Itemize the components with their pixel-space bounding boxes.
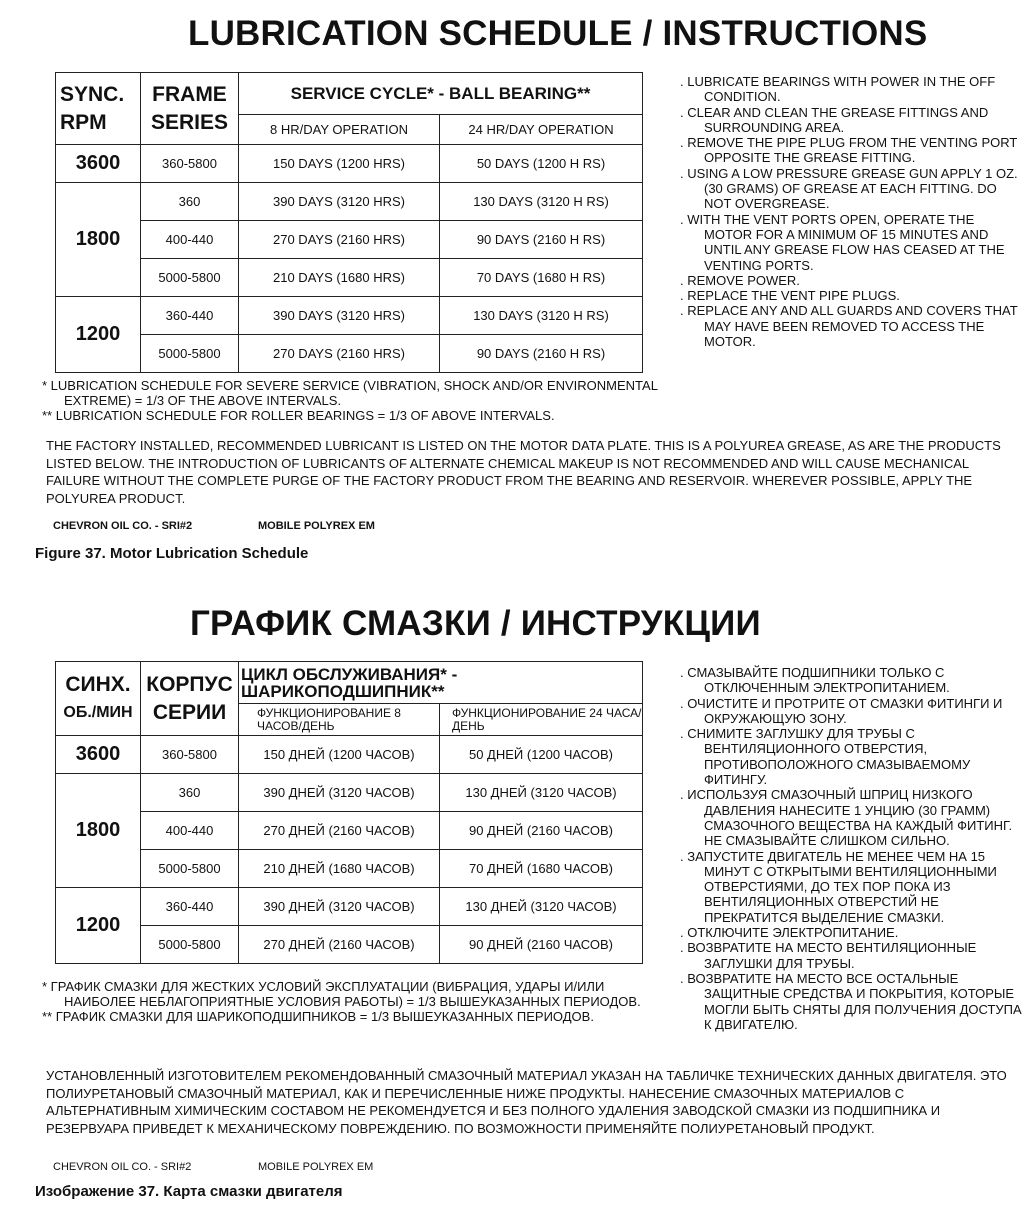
- table-row: [56, 888, 643, 926]
- instruction-item: . REMOVE THE PIPE PLUG FROM THE VENTING PORT OPPOSITE THE GREASE FITTING.: [680, 135, 1025, 166]
- op24-cell: 90 DAYS (2160 H RS): [440, 221, 643, 259]
- figure-caption: Figure 37. Motor Lubrication Schedule: [35, 545, 309, 562]
- op24-cell: 70 DAYS (1680 H RS): [440, 259, 643, 297]
- rpm-cell: 1200: [56, 297, 141, 373]
- op24-cell: 130 DAYS (3120 H RS): [440, 183, 643, 221]
- instruction-item: . ЗАПУСТИТЕ ДВИГАТЕЛЬ НЕ МЕНЕЕ ЧЕМ НА 15 МИНУТ С ОТКРЫТЫМИ ВЕНТИЛЯЦИОННЫМИ ОТВЕРСТИЯМИ, ДО ТЕХ ПОР ПОКА ИЗ ВЕНТИЛЯЦИОННЫХ ОТВЕРСТИЙ НЕ ПРЕКРАТИТСЯ ВЫДЕЛЕНИЕ СМАЗКИ.: [680, 849, 1025, 925]
- footnotes-ru: [42, 979, 662, 1024]
- op24-cell: 90 ДНЕЙ (2160 ЧАСОВ): [440, 926, 643, 964]
- frame-cell: 5000-5800: [141, 850, 239, 888]
- lubrication-table: [55, 72, 643, 373]
- product-chevron: CHEVRON OIL CO. - SRI#2: [53, 1161, 192, 1173]
- frame-cell: 5000-5800: [141, 259, 239, 297]
- table-row: [56, 774, 643, 812]
- series-label: SERIES: [150, 110, 229, 134]
- table-row: [56, 736, 643, 774]
- sync-label: SYNC.: [60, 82, 125, 106]
- op8-cell: 390 DAYS (3120 HRS): [239, 183, 440, 221]
- rpm-label: ОБ./МИН: [63, 703, 133, 721]
- op24-cell: 90 DAYS (2160 H RS): [440, 335, 643, 373]
- table-row: [56, 145, 643, 183]
- rpm-cell: 3600: [56, 145, 141, 183]
- op8-cell: 270 DAYS (2160 HRS): [239, 221, 440, 259]
- instruction-item: . ОТКЛЮЧИТЕ ЭЛЕКТРОПИТАНИЕ.: [680, 925, 1025, 940]
- sync-rpm-header: [56, 73, 141, 145]
- instruction-item: . СНИМИТЕ ЗАГЛУШКУ ДЛЯ ТРУБЫ С ВЕНТИЛЯЦИОННОГО ОТВЕРСТИЯ, ПРОТИВОПОЛОЖНОГО СМАЗЫВАЕМОМУ ФИТИНГУ.: [680, 726, 1025, 787]
- service-cycle-header: SERVICE CYCLE* - BALL BEARING**: [239, 73, 643, 115]
- instructions-list-ru: [680, 665, 1025, 1032]
- footnotes: [42, 378, 662, 423]
- frame-cell: 360-440: [141, 297, 239, 335]
- frame-cell: 360: [141, 183, 239, 221]
- op8-cell: 210 ДНЕЙ (1680 ЧАСОВ): [239, 850, 440, 888]
- product-chevron: CHEVRON OIL CO. - SRI#2: [53, 520, 193, 532]
- frame-cell: 360-5800: [141, 145, 239, 183]
- russian-section: [0, 590, 1030, 1217]
- series-label: СЕРИИ: [152, 700, 227, 724]
- frame-label: КОРПУС: [146, 672, 233, 696]
- op8-cell: 390 ДНЕЙ (3120 ЧАСОВ): [239, 888, 440, 926]
- rpm-cell: 1800: [56, 183, 141, 297]
- table-row: [56, 221, 643, 259]
- op24-cell: 130 DAYS (3120 H RS): [440, 297, 643, 335]
- frame-cell: 360-5800: [141, 736, 239, 774]
- op8-cell: 270 ДНЕЙ (2160 ЧАСОВ): [239, 812, 440, 850]
- instruction-item: . ВОЗВРАТИТЕ НА МЕСТО ВЕНТИЛЯЦИОННЫЕ ЗАГЛУШКИ ДЛЯ ТРУБЫ.: [680, 940, 1025, 971]
- frame-cell: 400-440: [141, 812, 239, 850]
- frame-label: FRAME: [152, 82, 227, 106]
- op24-cell: 50 DAYS (1200 H RS): [440, 145, 643, 183]
- instruction-item: . ВОЗВРАТИТЕ НА МЕСТО ВСЕ ОСТАЛЬНЫЕ ЗАЩИТНЫЕ СРЕДСТВА И ПОКРЫТИЯ, КОТОРЫЕ МОГЛИ БЫТЬ СНЯТЫ ДЛЯ ПОЛУЧЕНИЯ ДОСТУПА К ДВИГАТЕЛЮ.: [680, 971, 1025, 1032]
- instruction-item: . USING A LOW PRESSURE GREASE GUN APPLY 1 OZ. (30 GRAMS) OF GREASE AT EACH FITTING. DO NOT OVERGREASE.: [680, 166, 1025, 212]
- instruction-item: . ОЧИСТИТЕ И ПРОТРИТЕ ОТ СМАЗКИ ФИТИНГИ И ОКРУЖАЮЩУЮ ЗОНУ.: [680, 696, 1025, 727]
- op24-cell: 70 ДНЕЙ (1680 ЧАСОВ): [440, 850, 643, 888]
- rpm-cell: 1800: [56, 774, 141, 888]
- frame-cell: 360-440: [141, 888, 239, 926]
- table-row: [56, 926, 643, 964]
- footnote-roller: ** ГРАФИК СМАЗКИ ДЛЯ ШАРИКОПОДШИПНИКОВ = 1/3 ВЫШЕУКАЗАННЫХ ПЕРИОДОВ.: [42, 1009, 594, 1024]
- frame-cell: 5000-5800: [141, 335, 239, 373]
- page-title: LUBRICATION SCHEDULE / INSTRUCTIONS: [188, 14, 928, 53]
- page-title-ru: ГРАФИК СМАЗКИ / ИНСТРУКЦИИ: [190, 604, 761, 643]
- frame-series-header: [141, 73, 239, 145]
- footnote-severe: * LUBRICATION SCHEDULE FOR SEVERE SERVICE (VIBRATION, SHOCK AND/OR ENVIRONMENTAL EXTREME) = 1/3 OF THE ABOVE INTERVALS.: [42, 378, 658, 408]
- op8-cell: 270 ДНЕЙ (2160 ЧАСОВ): [239, 926, 440, 964]
- op8-cell: 210 DAYS (1680 HRS): [239, 259, 440, 297]
- instruction-item: . REMOVE POWER.: [680, 273, 1025, 288]
- instruction-item: . ИСПОЛЬЗУЯ СМАЗОЧНЫЙ ШПРИЦ НИЗКОГО ДАВЛЕНИЯ НАНЕСИТЕ 1 УНЦИЮ (30 ГРАММ) СМАЗОЧНОГО ВЕЩЕСТВА НА КАЖДЫЙ ФИТИНГ. НЕ СМАЗЫВАЙТЕ СЛИШКОМ СИЛЬНО.: [680, 787, 1025, 848]
- instruction-item: . REPLACE THE VENT PIPE PLUGS.: [680, 288, 1025, 303]
- frame-cell: 400-440: [141, 221, 239, 259]
- instruction-item: . LUBRICATE BEARINGS WITH POWER IN THE OFF CONDITION.: [680, 74, 1025, 105]
- rpm-label: RPM: [60, 110, 107, 134]
- frame-cell: 360: [141, 774, 239, 812]
- op8-cell: 390 DAYS (3120 HRS): [239, 297, 440, 335]
- table-header-row: [56, 73, 643, 115]
- table-row: [56, 183, 643, 221]
- op24-cell: 130 ДНЕЙ (3120 ЧАСОВ): [440, 888, 643, 926]
- op24-cell: 130 ДНЕЙ (3120 ЧАСОВ): [440, 774, 643, 812]
- instruction-item: . WITH THE VENT PORTS OPEN, OPERATE THE MOTOR FOR A MINIMUM OF 15 MINUTES AND UNTIL ANY GREASE FLOW HAS CEASED AT THE VENTING PORTS.: [680, 212, 1025, 273]
- english-section: [0, 0, 1030, 580]
- frame-series-header: [141, 662, 239, 736]
- table-row: [56, 812, 643, 850]
- table-row: [56, 297, 643, 335]
- rpm-cell: 3600: [56, 736, 141, 774]
- lubricant-paragraph: THE FACTORY INSTALLED, RECOMMENDED LUBRICANT IS LISTED ON THE MOTOR DATA PLATE. THIS IS A POLYUREA GREASE, AS ARE THE PRODUCTS LISTED BELOW. THE INTRODUCTION OF LUBRICANTS OF ALTERNATE CHEMICAL MAKEUP IS NOT RECOMMENDED AND WILL CAUSE MECHANICAL FAILURE WITHOUT THE COMPLETE PURGE OF THE FACTORY PRODUCT FROM THE BEARING AND RESERVOIR. WHEREVER POSSIBLE, APPLY THE POLYUREA PRODUCT.: [46, 438, 1001, 506]
- instruction-item: . REPLACE ANY AND ALL GUARDS AND COVERS THAT MAY HAVE BEEN REMOVED TO ACCESS THE MOTOR.: [680, 303, 1025, 349]
- instruction-item: . СМАЗЫВАЙТЕ ПОДШИПНИКИ ТОЛЬКО С ОТКЛЮЧЕННЫМ ЭЛЕКТРОПИТАНИЕМ.: [680, 665, 1025, 696]
- op8-cell: 150 DAYS (1200 HRS): [239, 145, 440, 183]
- rpm-cell: 1200: [56, 888, 141, 964]
- table-row: [56, 850, 643, 888]
- instruction-item: . CLEAR AND CLEAN THE GREASE FITTINGS AND SURROUNDING AREA.: [680, 105, 1025, 136]
- figure-caption-ru: Изображение 37. Карта смазки двигателя: [35, 1183, 343, 1200]
- lubrication-table-ru: [55, 661, 643, 964]
- op8-cell: 390 ДНЕЙ (3120 ЧАСОВ): [239, 774, 440, 812]
- sync-label: СИНХ.: [65, 672, 131, 696]
- op8-header: ФУНКЦИОНИРОВАНИЕ 8 ЧАСОВ/ДЕНЬ: [239, 704, 440, 736]
- op8-header: 8 HR/DAY OPERATION: [239, 115, 440, 145]
- service-cycle-header: ЦИКЛ ОБСЛУЖИВАНИЯ* - ШАРИКОПОДШИПНИК**: [239, 662, 643, 704]
- op24-header: ФУНКЦИОНИРОВАНИЕ 24 ЧАСА/ДЕНЬ: [440, 704, 643, 736]
- footnote-severe: * ГРАФИК СМАЗКИ ДЛЯ ЖЕСТКИХ УСЛОВИЙ ЭКСПЛУАТАЦИИ (ВИБРАЦИЯ, УДАРЫ И/ИЛИ НАИБОЛЕЕ НЕБЛАГОПРИЯТНЫЕ УСЛОВИЯ РАБОТЫ) = 1/3 ВЫШЕУКАЗАННЫХ ПЕРИОДОВ.: [42, 979, 641, 1009]
- op24-header: 24 HR/DAY OPERATION: [440, 115, 643, 145]
- op8-cell: 270 DAYS (2160 HRS): [239, 335, 440, 373]
- frame-cell: 5000-5800: [141, 926, 239, 964]
- footnote-roller: ** LUBRICATION SCHEDULE FOR ROLLER BEARINGS = 1/3 OF ABOVE INTERVALS.: [42, 408, 555, 423]
- lubricant-paragraph-ru: УСТАНОВЛЕННЫЙ ИЗГОТОВИТЕЛЕМ РЕКОМЕНДОВАННЫЙ СМАЗОЧНЫЙ МАТЕРИАЛ УКАЗАН НА ТАБЛИЧКЕ ТЕХНИЧЕСКИХ ДАННЫХ ДВИГАТЕЛЯ. ЭТО ПОЛИУРЕТАНОВЫЙ СМАЗОЧНЫЙ МАТЕРИАЛ, КАК И ПЕРЕЧИСЛЕННЫЕ НИЖЕ ПРОДУКТЫ. НАНЕСЕНИЕ СМАЗОЧНЫХ МАТЕРИАЛОВ С АЛЬТЕРНАТИВНЫМ ХИМИЧЕСКИМ СОСТАВОМ НЕ РЕКОМЕНДУЕТСЯ И БЕЗ ПОЛНОГО УДАЛЕНИЯ ЗАВОДСКОЙ СМАЗКИ ИЗ ПОДШИПНИКА И РЕЗЕРВУАРА ПРИВЕДЕТ К МЕХАНИЧЕСКОМУ ПОВРЕЖДЕНИЮ. ПО ВОЗМОЖНОСТИ ПРИМЕНЯЙТЕ ПОЛИУРЕТАНОВЫЙ ПРОДУКТ.: [46, 1068, 1007, 1136]
- product-mobile: MOBILE POLYREX EM: [258, 1161, 374, 1173]
- product-mobile: MOBILE POLYREX EM: [258, 520, 375, 532]
- table-row: [56, 335, 643, 373]
- table-row: [56, 259, 643, 297]
- op24-cell: 90 ДНЕЙ (2160 ЧАСОВ): [440, 812, 643, 850]
- instructions-list: [680, 74, 1025, 349]
- sync-rpm-header: [56, 662, 141, 736]
- table-header-row: [56, 662, 643, 704]
- op8-cell: 150 ДНЕЙ (1200 ЧАСОВ): [239, 736, 440, 774]
- op24-cell: 50 ДНЕЙ (1200 ЧАСОВ): [440, 736, 643, 774]
